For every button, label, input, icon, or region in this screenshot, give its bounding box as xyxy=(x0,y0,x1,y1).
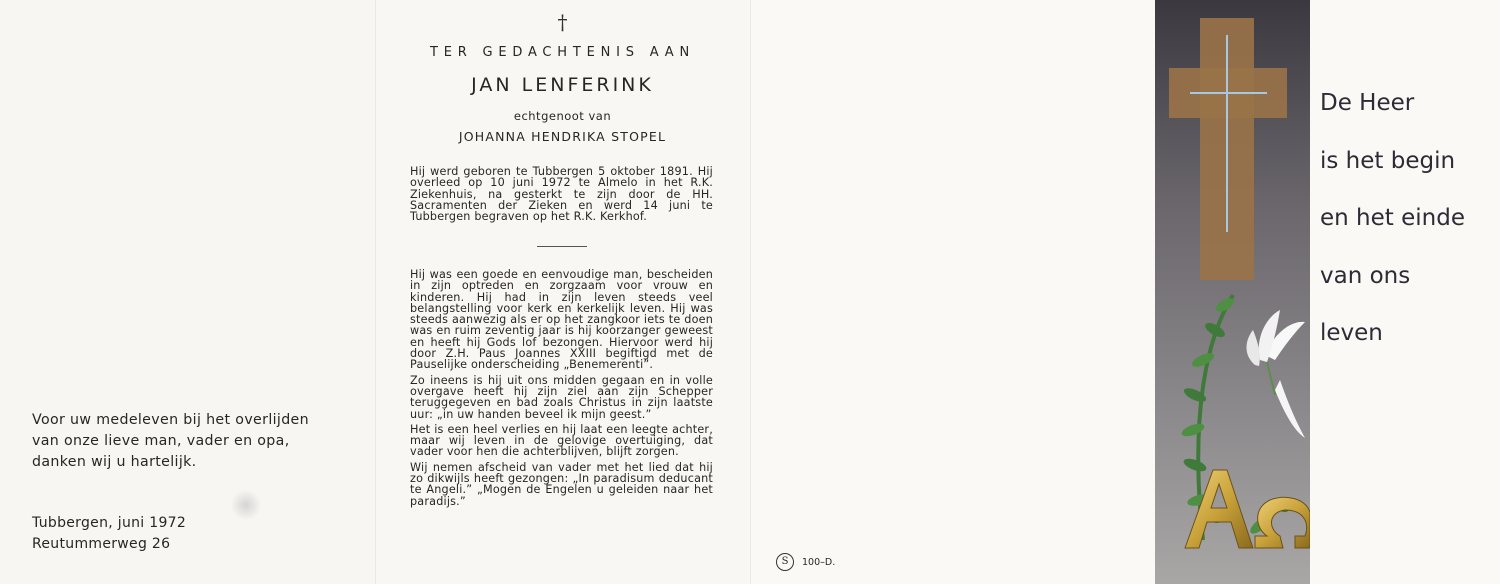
publisher-code: 100–D. xyxy=(802,556,836,568)
publisher-mark xyxy=(776,553,835,571)
cover-illustration xyxy=(1155,0,1310,584)
motto-line: is het begin xyxy=(1320,147,1456,174)
publisher-logo-icon: S xyxy=(776,553,794,571)
bio-paragraph: Het is een heel verlies en hij laat een leegte achter, maar wij leven in de gelovige overtuiging, dat vader voor hen die achterblijven, blijft zorgen. xyxy=(410,422,713,459)
biography-text xyxy=(410,269,713,511)
place-date: Tubbergen, juni 1972 xyxy=(32,515,187,531)
motto-line: van ons xyxy=(1320,262,1411,289)
motto-line: en het einde xyxy=(1320,205,1465,231)
biography-dates xyxy=(410,166,713,226)
memorial-heading: TER GEDACHTENIS AAN xyxy=(429,45,696,60)
bio-paragraph: Wij nemen afscheid van vader met het lied dat hij zo dikwijls heeft gezongen: „In paradisum deducant te Angeli.” „Mogen de Engelen u geleiden naar het paradijs.” xyxy=(410,460,713,508)
motto-line: De Heer xyxy=(1320,90,1415,116)
thank-you-text: Voor uw medeleven bij het overlijden van onze lieve man, vader en opa, danken wij u hartelijk. xyxy=(32,412,309,470)
paper-smudge xyxy=(230,490,262,520)
cover-motto xyxy=(1320,90,1465,378)
fold-line xyxy=(375,0,376,584)
bio-paragraph: Hij werd geboren te Tubbergen 5 oktober 1891. Hij overleed op 10 juni 1972 te Almelo in het R.K. Ziekenhuis, na gesterkt te zijn door de HH. Sacramenten der Zieken en werd 14 juni te Tubbergen begraven op het R.K. Kerkhof. xyxy=(410,165,713,224)
memorial-text-panel xyxy=(375,0,750,584)
bio-paragraph: Hij was een goede en eenvoudige man, bescheiden in zijn optreden en zorgzaam voor vrouw en kinderen. Hij had in zijn leven steeds veel belangstelling voor kerk en kerkelijk leven. Hij was steeds aanwezig als er op het zangkoor iets te doen was en ruim zeventig jaar is hij koorzanger geweest en heeft hij Gods lof bezongen. Hiervoor werd hij door Z.H. Paus Joannes XXIII begiftigd met de Pauselijke onderscheiding „Benemerenti”. xyxy=(410,268,713,372)
fold-line xyxy=(750,0,751,584)
spouse-label: echtgenoot van xyxy=(513,109,612,123)
street-address: Reutummerweg 26 xyxy=(32,536,171,552)
dagger-cross-icon: † xyxy=(557,10,568,34)
back-panel xyxy=(750,0,1155,584)
motto-line: leven xyxy=(1320,320,1383,346)
thank-you-panel xyxy=(0,0,375,584)
spouse-name: JOHANNA HENDRIKA STOPEL xyxy=(458,129,667,144)
bio-paragraph: Zo ineens is hij uit ons midden gegaan en in volle overgave heeft hij zijn ziel aan zijn Schepper teruggegeven en bad zoals Christus in zijn laatste uur: „in uw handen beveel ik mijn geest.” xyxy=(410,373,713,421)
section-divider xyxy=(537,246,587,247)
deceased-name: JAN LENFERINK xyxy=(471,74,654,96)
place-and-address xyxy=(32,513,186,555)
